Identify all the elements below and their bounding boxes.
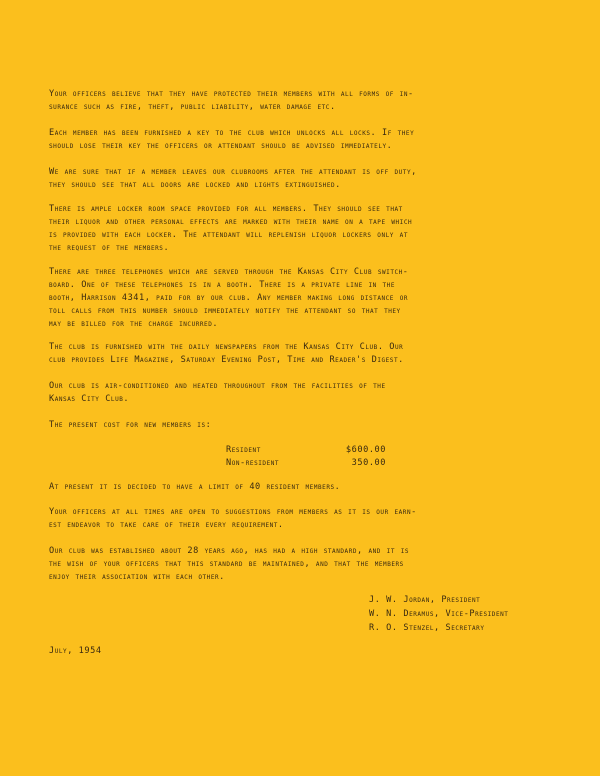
paragraph-newspapers — [49, 341, 554, 367]
text-line: There are three telephones which are served through the Kansas City Club switch- — [49, 267, 409, 277]
text-line: Your officers believe that they have protected their members with all forms of in- — [49, 89, 414, 99]
text-line: Our club was established about 28 years ago, has had a high standard, and it is — [49, 546, 410, 556]
paragraph-member-limit — [49, 481, 554, 494]
text-line: There is ample locker room space provided for all members. They should see that — [49, 204, 403, 214]
text-line: should lose their key the officers or attendant should be advised immediately. — [49, 141, 393, 151]
paragraph-keys — [49, 127, 554, 153]
text-line: Your officers at all times are open to suggestions from members as it is our earn- — [49, 507, 417, 517]
text-line: We are sure that if a member leaves our clubrooms after the attendant is off duty, — [49, 167, 417, 177]
text-line: toll calls from this number should immediately notify the attendant so that they — [49, 306, 401, 316]
signature-vice-president: W. N. Deramus, Vice-President — [369, 609, 509, 619]
cost-row-non-resident — [226, 457, 386, 470]
paragraph-cost-intro — [49, 419, 554, 432]
paragraph-history — [49, 545, 554, 584]
paragraph-suggestions — [49, 506, 554, 532]
cost-label: Resident — [226, 445, 261, 455]
paragraph-insurance — [49, 88, 554, 114]
text-line: surance such as fire, theft, public liability, water damage etc. — [49, 102, 336, 112]
text-line: Kansas City Club. — [49, 394, 130, 404]
text-line: Each member has been furnished a key to the club which unlocks all locks. If they — [49, 128, 415, 138]
text-line: At present it is decided to have a limit of 40 resident members. — [49, 482, 341, 492]
text-line: The present cost for new members is: — [49, 420, 212, 430]
text-line: club provides Life Magazine, Saturday Evening Post, Time and Reader's Digest. — [49, 355, 404, 365]
text-line: booth, Harrison 4341, paid for by our club. Any member making long distance or — [49, 293, 409, 303]
letter-date: July, 1954 — [49, 646, 102, 656]
text-line: their liquor and other personal effects are marked with their name on a tape which — [49, 217, 413, 227]
cost-label: Non-resident — [226, 458, 280, 468]
paragraph-air-conditioning — [49, 380, 554, 406]
text-line: the request of the members. — [49, 243, 170, 253]
text-line: they should see that all doors are locked and lights extinguished. — [49, 180, 341, 190]
membership-cost-table — [226, 444, 386, 470]
signature-secretary: R. O. Stenzel, Secretary — [369, 623, 485, 633]
text-line: board. One of these telephones is in a booth. There is a private line in the — [49, 280, 396, 290]
text-line: the wish of your officers that this standard be maintained, and that the members — [49, 559, 404, 569]
cost-row-resident — [226, 444, 386, 457]
paragraph-telephones — [49, 266, 554, 331]
text-line: enjoy their association with each other. — [49, 572, 225, 582]
text-line: may be billed for the charge incurred. — [49, 319, 219, 329]
paragraph-locking — [49, 166, 554, 192]
text-line: est endeavor to take care of their every requirement. — [49, 520, 284, 530]
text-line: is provided with each locker. The attendant will replenish liquor lockers only at — [49, 230, 409, 240]
signature-block — [369, 593, 508, 635]
signature-president: J. W. Jordan, President — [369, 595, 481, 605]
text-line: The club is furnished with the daily newspapers from the Kansas City Club. Our — [49, 342, 404, 352]
cost-value: $600.00 — [345, 445, 386, 455]
text-line: Our club is air-conditioned and heated throughout from the facilities of the — [49, 381, 386, 391]
cost-value: 350.00 — [351, 458, 386, 468]
paragraph-lockers — [49, 203, 554, 255]
